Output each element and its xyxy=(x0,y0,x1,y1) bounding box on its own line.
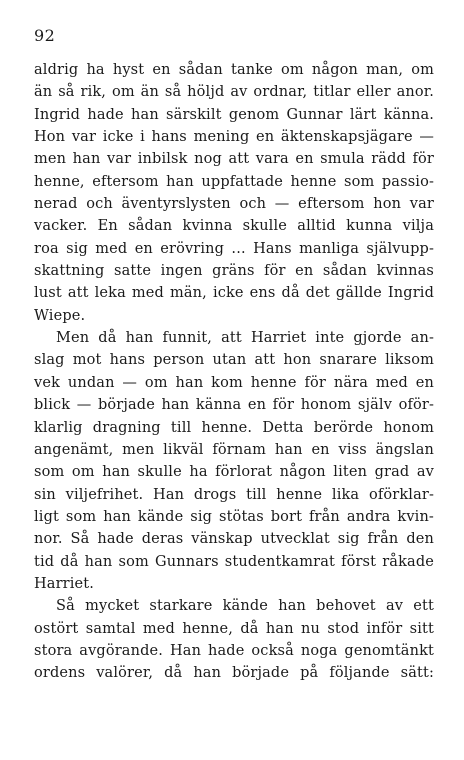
text-line: skattning satte ingen gräns för en sådan kvinnas xyxy=(34,263,434,280)
text-line: ostört samtal med henne, då han nu stod inför sitt xyxy=(34,620,434,637)
text-line: Wiepe. xyxy=(34,307,86,324)
text-line: än så rik, om än så höljd av ordnar, titlar eller anor. xyxy=(34,84,434,101)
text-line: Harriet. xyxy=(34,575,95,592)
paragraph-3 xyxy=(34,595,434,684)
page-number: 92 xyxy=(34,26,56,45)
text-line: ligt som han kände sig stötas bort från andra kvin- xyxy=(34,508,434,525)
text-line: tid då han som Gunnars studentkamrat först råkade xyxy=(34,553,434,570)
body-text xyxy=(34,59,434,685)
paragraph-2 xyxy=(34,327,434,595)
text-line: Ingrid hade han särskilt genom Gunnar lärt känna. xyxy=(34,106,434,123)
paragraph-1 xyxy=(34,59,434,327)
text-line: men han var inbilsk nog att vara en smula rädd för xyxy=(34,151,434,168)
text-line: henne, eftersom han uppfattade henne som passio- xyxy=(34,173,434,190)
text-line: aldrig ha hyst en sådan tanke om någon man, om xyxy=(34,62,434,78)
text-line: blick — började han känna en för honom själv oför- xyxy=(34,397,434,414)
text-line: lust att leka med män, icke ens då det gällde Ingrid xyxy=(34,285,434,302)
text-line: nerad och äventyrslysten och — eftersom hon var xyxy=(34,196,434,213)
text-line: roa sig med en erövring ... Hans manliga självupp- xyxy=(34,240,434,257)
text-line: angenämt, men likväl förnam han en viss ängslan xyxy=(34,441,434,458)
text-line: som om han skulle ha förlorat någon liten grad av xyxy=(34,464,434,481)
text-line: vek undan — om han kom henne för nära med en xyxy=(34,374,434,391)
text-line: Så mycket starkare kände han behovet av ett xyxy=(56,598,434,615)
text-line: stora avgörande. Han hade också noga genomtänkt xyxy=(34,642,434,659)
text-line: sin viljefrihet. Han drogs till henne lika oförklar- xyxy=(34,486,434,503)
text-line: klarlig dragning till henne. Detta berörde honom xyxy=(34,419,434,436)
text-line: ordens valörer, då han började på följande sätt: xyxy=(34,665,434,682)
text-line: Hon var icke i hans mening en äktenskapsjägare — xyxy=(34,129,434,146)
text-line: Men då han funnit, att Harriet inte gjorde an- xyxy=(56,330,434,347)
text-line: nor. Så hade deras vänskap utvecklat sig från den xyxy=(34,531,434,548)
text-line: vacker. En sådan kvinna skulle alltid kunna vilja xyxy=(34,218,434,235)
text-line: slag mot hans person utan att hon snarare liksom xyxy=(34,352,434,369)
